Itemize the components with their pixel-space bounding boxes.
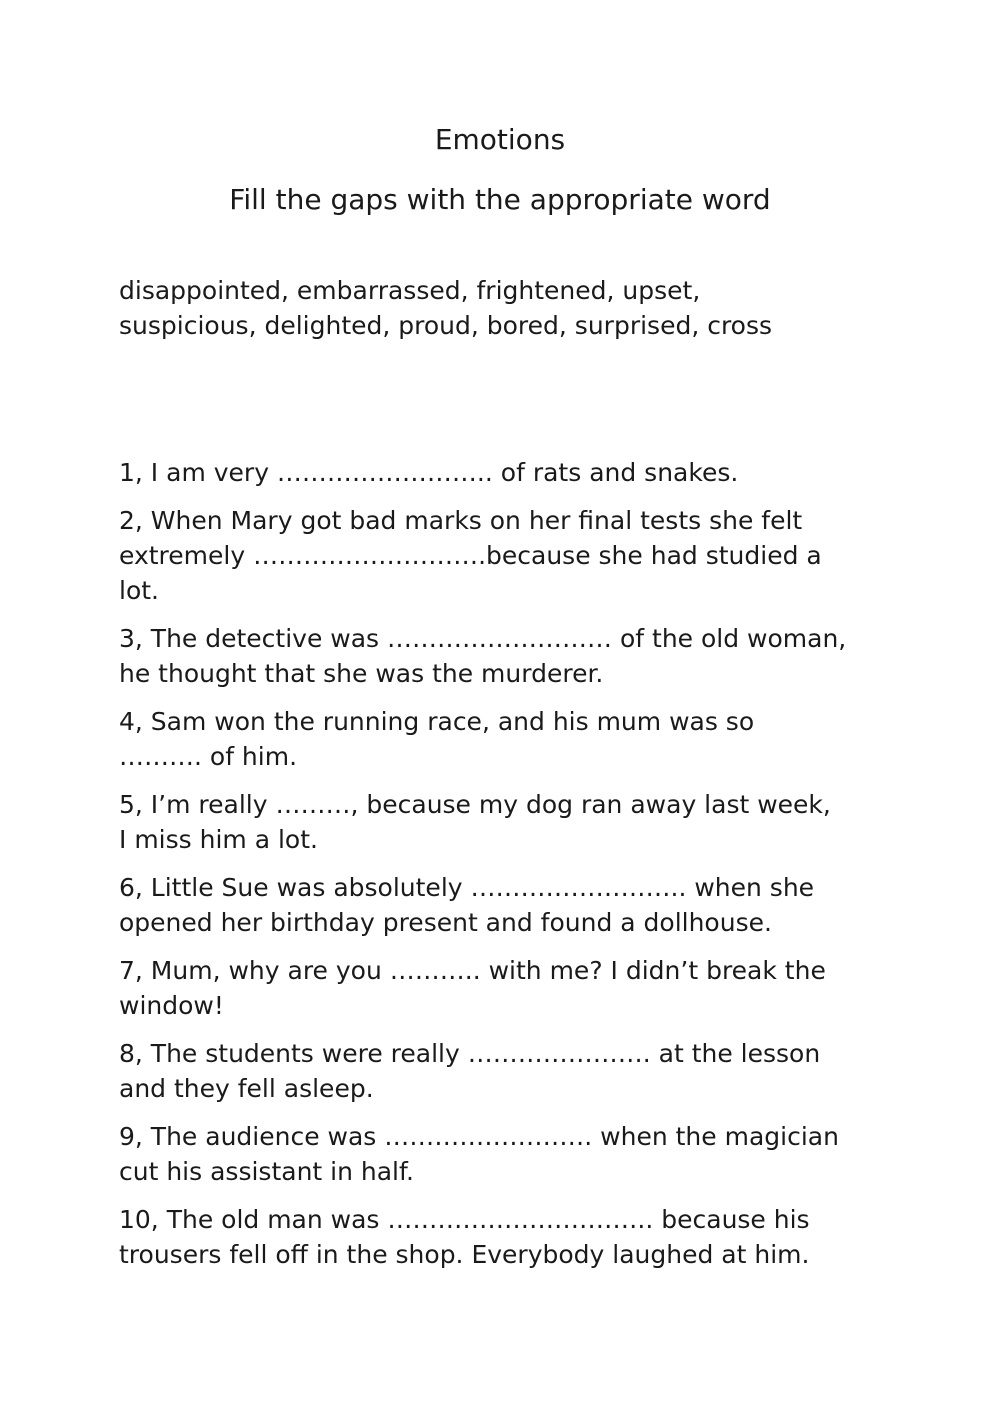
question-item (119, 1202, 919, 1272)
question-line: 4, Sam won the running race, and his mum was so (119, 707, 755, 736)
question-item (119, 1119, 919, 1189)
question-line: cut his assistant in half. (119, 1157, 414, 1186)
question-line: 10, The old man was ………………………….. because his (119, 1205, 810, 1234)
word-bank (119, 273, 899, 343)
instruction-text: Fill the gaps with the appropriate word (229, 183, 771, 216)
question-item (119, 704, 919, 774)
question-line: he thought that she was the murderer. (119, 659, 604, 688)
question-list (119, 455, 919, 1285)
question-line: trousers fell off in the shop. Everybody laughed at him. (119, 1240, 810, 1269)
question-line: opened her birthday present and found a dollhouse. (119, 908, 772, 937)
question-item (119, 870, 919, 940)
question-line: and they fell asleep. (119, 1074, 374, 1103)
word-bank-line: suspicious, delighted, proud, bored, surprised, cross (119, 311, 773, 340)
question-line: extremely ……………………….because she had studied a (119, 541, 822, 570)
question-line: 8, The students were really …………………. at the lesson (119, 1039, 821, 1068)
question-line: 5, I’m really ………, because my dog ran away last week, (119, 790, 831, 819)
question-line: 2, When Mary got bad marks on her final tests she felt (119, 506, 803, 535)
question-line: lot. (119, 576, 159, 605)
question-item (119, 953, 919, 1023)
question-line: 6, Little Sue was absolutely …………………….. when she (119, 873, 815, 902)
question-line: 7, Mum, why are you ……….. with me? I didn’t break the (119, 956, 826, 985)
question-line: 1, I am very …………………….. of rats and snakes. (119, 458, 739, 487)
question-line: ………. of him. (119, 742, 298, 771)
page-title: Emotions (434, 123, 566, 156)
question-item (119, 787, 919, 857)
question-line: window! (119, 991, 224, 1020)
question-item (119, 455, 919, 490)
question-item (119, 1036, 919, 1106)
question-item (119, 503, 919, 608)
question-item (119, 621, 919, 691)
question-line: 3, The detective was ……………………… of the old woman, (119, 624, 847, 653)
question-line: I miss him a lot. (119, 825, 318, 854)
word-bank-line: disappointed, embarrassed, frightened, upset, (119, 276, 701, 305)
question-line: 9, The audience was ……………………. when the magician (119, 1122, 839, 1151)
